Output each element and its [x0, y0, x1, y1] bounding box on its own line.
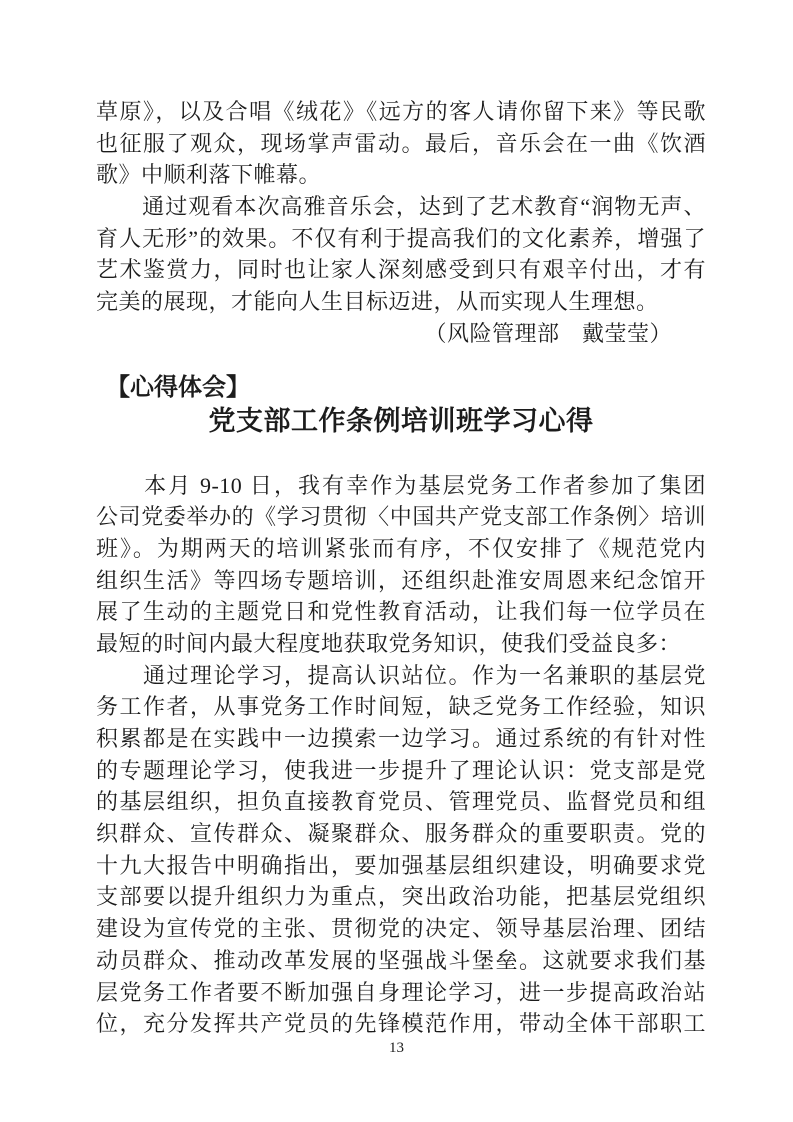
- prev-article-closing-paragraph: [96, 96, 706, 191]
- text-line: 织群众、宣传群众、凝聚群众、服务群众的重要职责。党的: [96, 821, 706, 847]
- text-line: 的专题理论学习，使我进一步提升了理论认识：党支部是党: [96, 757, 706, 783]
- text-line: 草原》，以及合唱《绒花》《远方的客人请你留下来》等民歌: [96, 99, 706, 124]
- page-number: 13: [389, 1040, 404, 1056]
- article-title: 党支部工作条例培训班学习心得: [208, 405, 594, 436]
- text-line: 育人无形”的效果。不仅有利于提高我们的文化素养，增强了: [96, 225, 706, 251]
- text-line: 支部要以提升组织力为重点，突出政治功能，把基层党组织: [96, 884, 706, 910]
- text-line: 十九大报告中明确指出，要加强基层组织建设，明确要求党: [96, 852, 706, 878]
- text-line: 也征服了观众，现场掌声雷动。最后，音乐会在一曲《饮酒: [96, 130, 706, 156]
- text-line: 最短的时间内最大程度地获取党务知识，使我们受益良多：: [96, 630, 682, 656]
- text-line: 通过观看本次高雅音乐会，达到了艺术教育“润物无声、: [96, 194, 706, 220]
- text-line: 公司党委举办的《学习贯彻〈中国共产党支部工作条例〉培训: [96, 504, 706, 530]
- article-paragraph-1: [96, 470, 706, 660]
- text-line: 的基层组织，担负直接教育党员、管理党员、监督党员和组: [96, 789, 706, 815]
- text-line: 积累都是在实践中一边摸索一边学习。通过系统的有针对性: [96, 726, 706, 751]
- text-line: 班》。为期两天的培训紧张而有序，不仅安排了《规范党内: [96, 535, 706, 561]
- text-line: 艺术鉴赏力，同时也让家人深刻感受到只有艰辛付出，才有: [96, 257, 706, 283]
- text-line: 通过理论学习，提高认识站位。作为一名兼职的基层党: [96, 662, 706, 688]
- text-line: 组织生活》等四场专题培训，还组织赴淮安周恩来纪念馆开: [96, 567, 706, 593]
- text-line: 动员群众、推动改革发展的坚强战斗堡垒。这就要求我们基: [96, 947, 706, 973]
- text-line: 完美的展现，才能向人生目标迈进，从而实现人生理想。: [96, 289, 659, 315]
- article-paragraph-2: [96, 660, 706, 1040]
- text-column: [96, 96, 706, 1040]
- text-line: 建设为宣传党的主张、贯彻党的决定、领导基层治理、团结: [96, 916, 706, 942]
- text-line: 展了生动的主题党日和党性教育活动，让我们每一位学员在: [96, 599, 706, 625]
- prev-article-summary-paragraph: [96, 191, 706, 318]
- text-line: 务工作者，从事党务工作时间短，缺乏党务工作经验，知识: [96, 694, 706, 720]
- text-line: 层党务工作者要不断加强自身理论学习，进一步提高政治站: [96, 979, 706, 1005]
- text-line: 本月 9-10 日，我有幸作为基层党务工作者参加了集团: [96, 472, 706, 498]
- author-byline: （风险管理部 戴莹莹）: [424, 320, 672, 346]
- text-line: 歌》中顺利落下帷幕。: [96, 162, 322, 188]
- text-line: 位，充分发挥共产党员的先锋模范作用，带动全体干部职工: [96, 1011, 706, 1037]
- section-heading: 【心得体会】: [106, 374, 250, 401]
